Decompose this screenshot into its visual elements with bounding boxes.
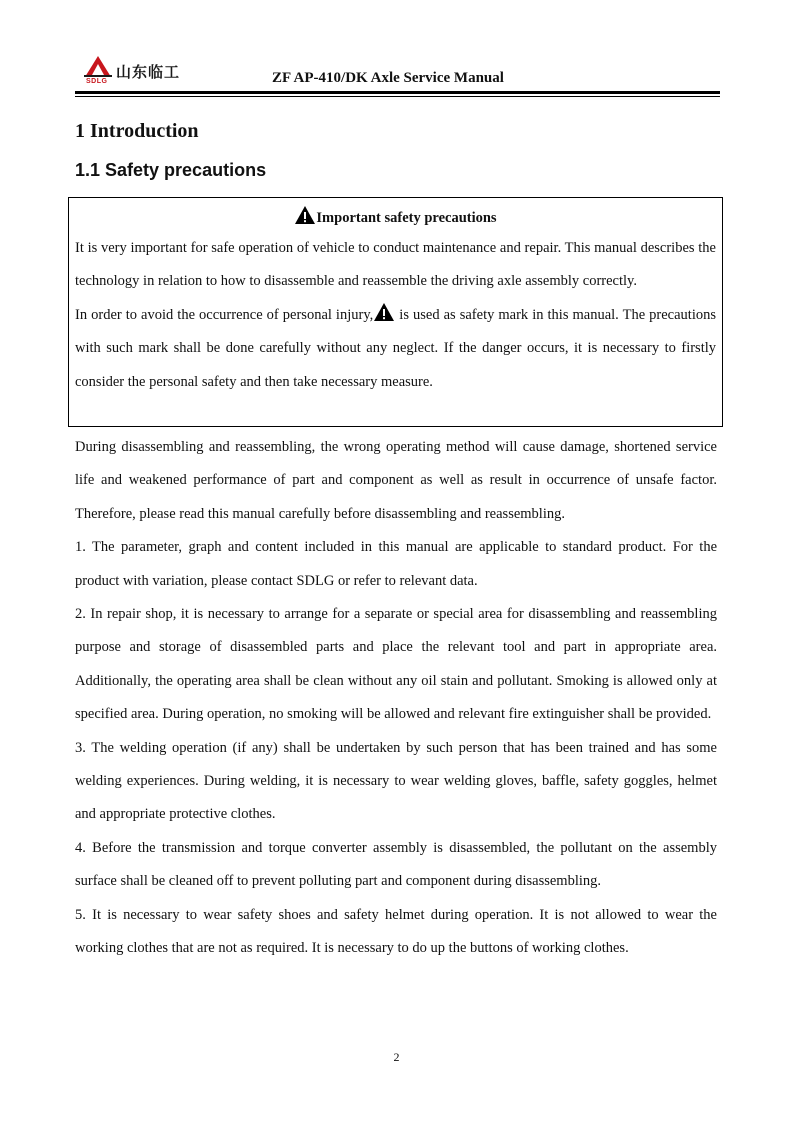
warning-triangle-icon — [294, 205, 316, 225]
intro-paragraph: During disassembling and reassembling, the wrong operating method will cause damage, shortened service life and weakened performance of part and component as well as result in occurrence of unsafe factor. Therefore, please read this manual carefully before disassembling and reassembling. — [75, 439, 717, 522]
body-text — [75, 431, 717, 966]
sdlg-logo — [84, 55, 194, 87]
list-item-2: 2. In repair shop, it is necessary to arrange for a separate or special area for disassembling and reassembling purpose and storage of disassembled parts and place the relevant tool and part in appropriate area. Additionally, the operating area shall be clean without any oil stain and pollutant. Smoking is allowed only at specified area. During operation, no smoking will be allowed and relevant fire extinguisher shall be provided. — [75, 606, 717, 723]
notice-title: Important safety precautions — [316, 210, 497, 226]
notice-body — [75, 232, 716, 399]
notice-title-line — [69, 205, 722, 227]
notice-paragraph-2-lead: In order to avoid the occurrence of personal injury, — [75, 306, 374, 323]
page-header — [75, 50, 720, 94]
list-item-1: 1. The parameter, graph and content included in this manual are applicable to standard product. For the product with variation, please contact SDLG or refer to relevant data. — [75, 539, 717, 589]
page-number: 2 — [393, 1050, 400, 1064]
logo-company-name: 山东临工 — [116, 63, 181, 81]
list-item-4: 4. Before the transmission and torque converter assembly is disassembled, the pollutant on the assembly surface shall be cleaned off to prevent polluting part and component during disassembling. — [75, 839, 717, 890]
header-rule-thick — [75, 91, 720, 94]
list-item-3: 3. The welding operation (if any) shall be undertaken by such person that has been trained and has some welding experiences. During welding, it is necessary to wear welding gloves, baffle, safety goggles, helmet and appropriate protective clothes. — [75, 739, 717, 823]
notice-paragraph-2-rest: is used as safety mark in this manual. The precautions with such mark shall be done carefully without any neglect. If the danger occurs, it is necessary to firstly consider the personal safety and then take necessary measure. — [75, 306, 716, 390]
notice-paragraph-2 — [75, 299, 716, 399]
header-rule-thin — [75, 96, 720, 97]
section-heading: 1 Introduction — [75, 120, 199, 142]
manual-title: ZF AP-410/DK Axle Service Manual — [272, 70, 504, 86]
subsection-heading: 1.1 Safety precautions — [75, 160, 267, 180]
safety-notice-box — [68, 197, 723, 427]
notice-paragraph-1: It is very important for safe operation of vehicle to conduct maintenance and repair. This manual describes the technology in relation to how to disassemble and reassemble the driving axle assembly correctly. — [75, 240, 716, 290]
warning-triangle-icon — [373, 302, 395, 322]
list-item-5: 5. It is necessary to wear safety shoes and safety helmet during operation. It is not allowed to wear the working clothes that are not as required. It is necessary to do up the buttons of working clothes. — [75, 906, 717, 957]
logo-abbreviation: SDLG — [86, 78, 108, 85]
